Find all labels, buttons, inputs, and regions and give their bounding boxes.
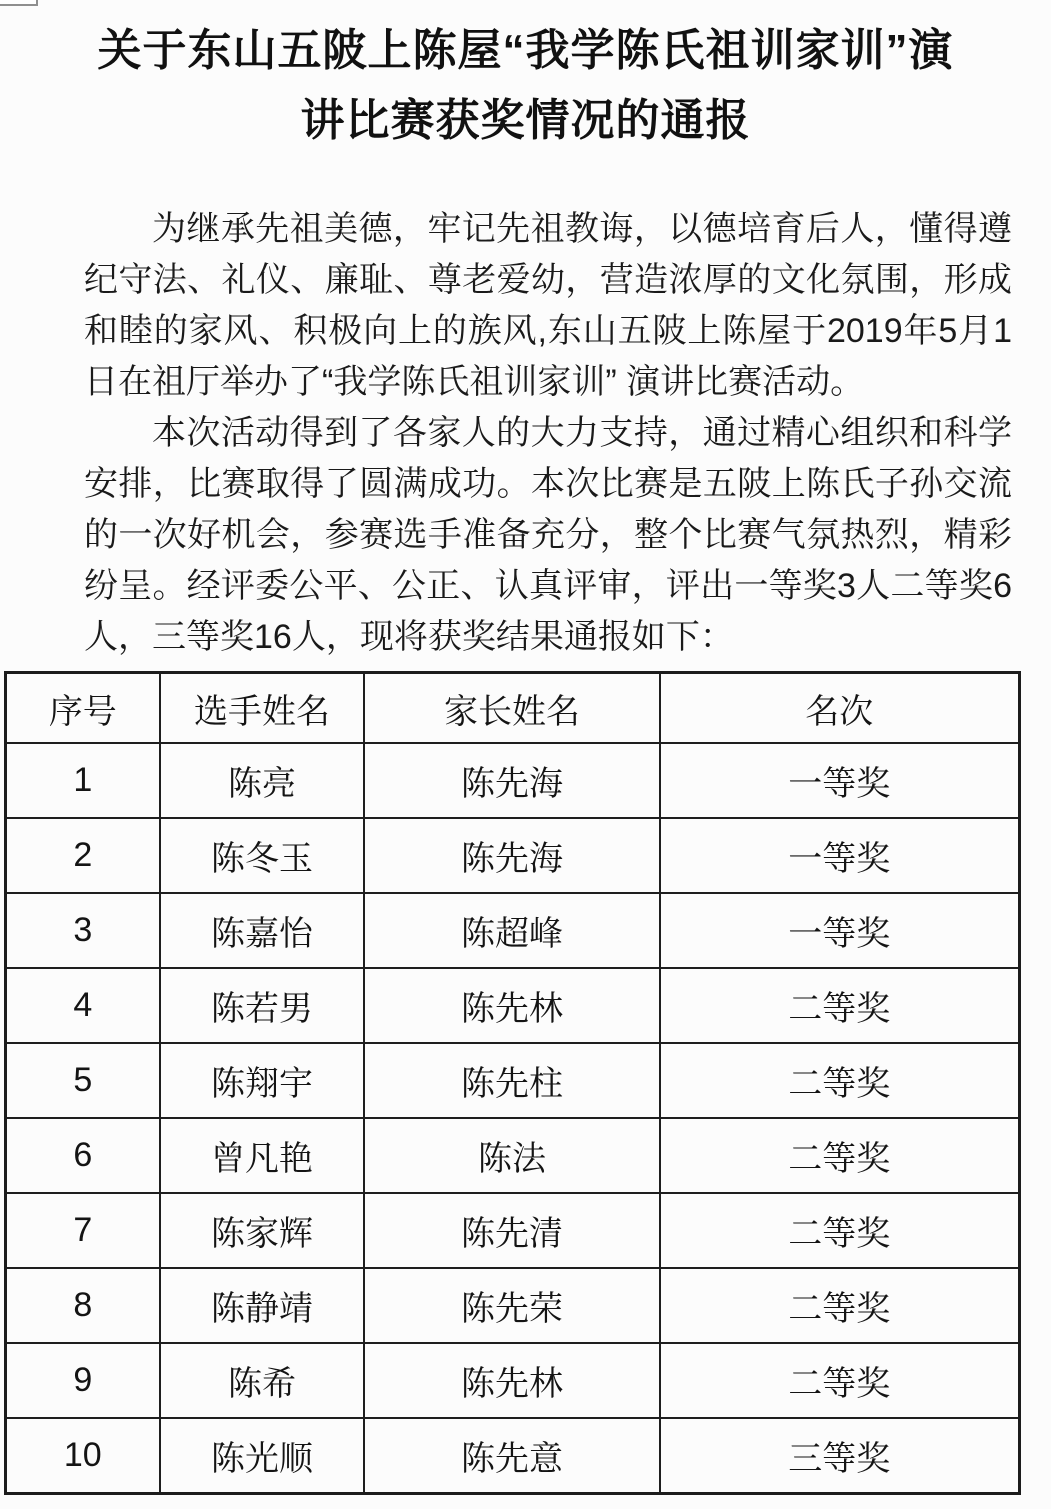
table-cell: 陈冬玉: [160, 818, 365, 893]
table-row: [6, 1118, 1020, 1193]
body-paragraph-2: 本次活动得到了各家人的大力支持，通过精心组织和科学安排，比赛取得了圆满成功。本次比赛是五陂上陈氏子孙交流的一次好机会，参赛选手准备充分，整个比赛气氛热烈，精彩纷呈。经评委公平、公正、认真评审，评出一等奖3人二等奖6人，三等奖16人，现将获奖结果通报如下：: [84, 414, 1012, 656]
table-header-row: [6, 673, 1020, 744]
notice-body: [84, 204, 1012, 663]
table-cell: 三等奖: [660, 1418, 1020, 1494]
table-cell: 5: [6, 1043, 160, 1118]
table-cell: 曾凡艳: [160, 1118, 365, 1193]
table-cell: 二等奖: [660, 968, 1020, 1043]
table-row: [6, 1268, 1020, 1343]
table-cell: 陈先海: [364, 818, 659, 893]
table-cell: 陈先海: [364, 743, 659, 818]
table-cell: 6: [6, 1118, 160, 1193]
table-cell: 陈家辉: [160, 1193, 365, 1268]
column-header: 家长姓名: [364, 673, 659, 744]
table-cell: 一等奖: [660, 893, 1020, 968]
table-cell: 二等奖: [660, 1343, 1020, 1418]
table-row: [6, 1343, 1020, 1418]
table-cell: 陈先柱: [364, 1043, 659, 1118]
table-cell: 2: [6, 818, 160, 893]
column-header: 序号: [6, 673, 160, 744]
table-row: [6, 968, 1020, 1043]
table-cell: 陈嘉怡: [160, 893, 365, 968]
table-cell: 陈若男: [160, 968, 365, 1043]
table-cell: 陈先荣: [364, 1268, 659, 1343]
table-cell: 1: [6, 743, 160, 818]
table-cell: 陈超峰: [364, 893, 659, 968]
page-title: 关于东山五陂上陈屋“我学陈氏祖训家训”演讲比赛获奖情况的通报: [97, 26, 954, 145]
column-header: 选手姓名: [160, 673, 365, 744]
table-cell: 陈亮: [160, 743, 365, 818]
table-row: [6, 893, 1020, 968]
table-row: [6, 743, 1020, 818]
table-cell: 一等奖: [660, 818, 1020, 893]
table-cell: 一等奖: [660, 743, 1020, 818]
column-header: 名次: [660, 673, 1020, 744]
table-row: [6, 818, 1020, 893]
table-cell: 陈静靖: [160, 1268, 365, 1343]
table-cell: 10: [6, 1418, 160, 1494]
table-cell: 二等奖: [660, 1118, 1020, 1193]
table-cell: 陈法: [364, 1118, 659, 1193]
table-cell: 8: [6, 1268, 160, 1343]
table-cell: 陈希: [160, 1343, 365, 1418]
awards-table: [4, 671, 1021, 1495]
table-cell: 陈先清: [364, 1193, 659, 1268]
table-cell: 陈先林: [364, 968, 659, 1043]
table-cell: 7: [6, 1193, 160, 1268]
table-cell: 3: [6, 893, 160, 968]
clipped-ui-fragment: [0, 0, 38, 6]
table-cell: 陈光顺: [160, 1418, 365, 1494]
table-row: [6, 1193, 1020, 1268]
table-cell: 二等奖: [660, 1043, 1020, 1118]
table-cell: 9: [6, 1343, 160, 1418]
table-cell: 陈先意: [364, 1418, 659, 1494]
body-paragraph-1: 为继承先祖美德，牢记先祖教诲，以德培育后人，懂得遵纪守法、礼仪、廉耻、尊老爱幼，营造浓厚的文化氛围，形成和睦的家风、积极向上的族风,东山五陂上陈屋于2019年5月1日在祖厅举办了“我学陈氏祖训家训” 演讲比赛活动。: [84, 210, 1012, 401]
table-row: [6, 1418, 1020, 1494]
table-cell: 陈先林: [364, 1343, 659, 1418]
table-cell: 陈翔宇: [160, 1043, 365, 1118]
table-cell: 二等奖: [660, 1193, 1020, 1268]
table-cell: 4: [6, 968, 160, 1043]
table-cell: 二等奖: [660, 1268, 1020, 1343]
table-row: [6, 1043, 1020, 1118]
